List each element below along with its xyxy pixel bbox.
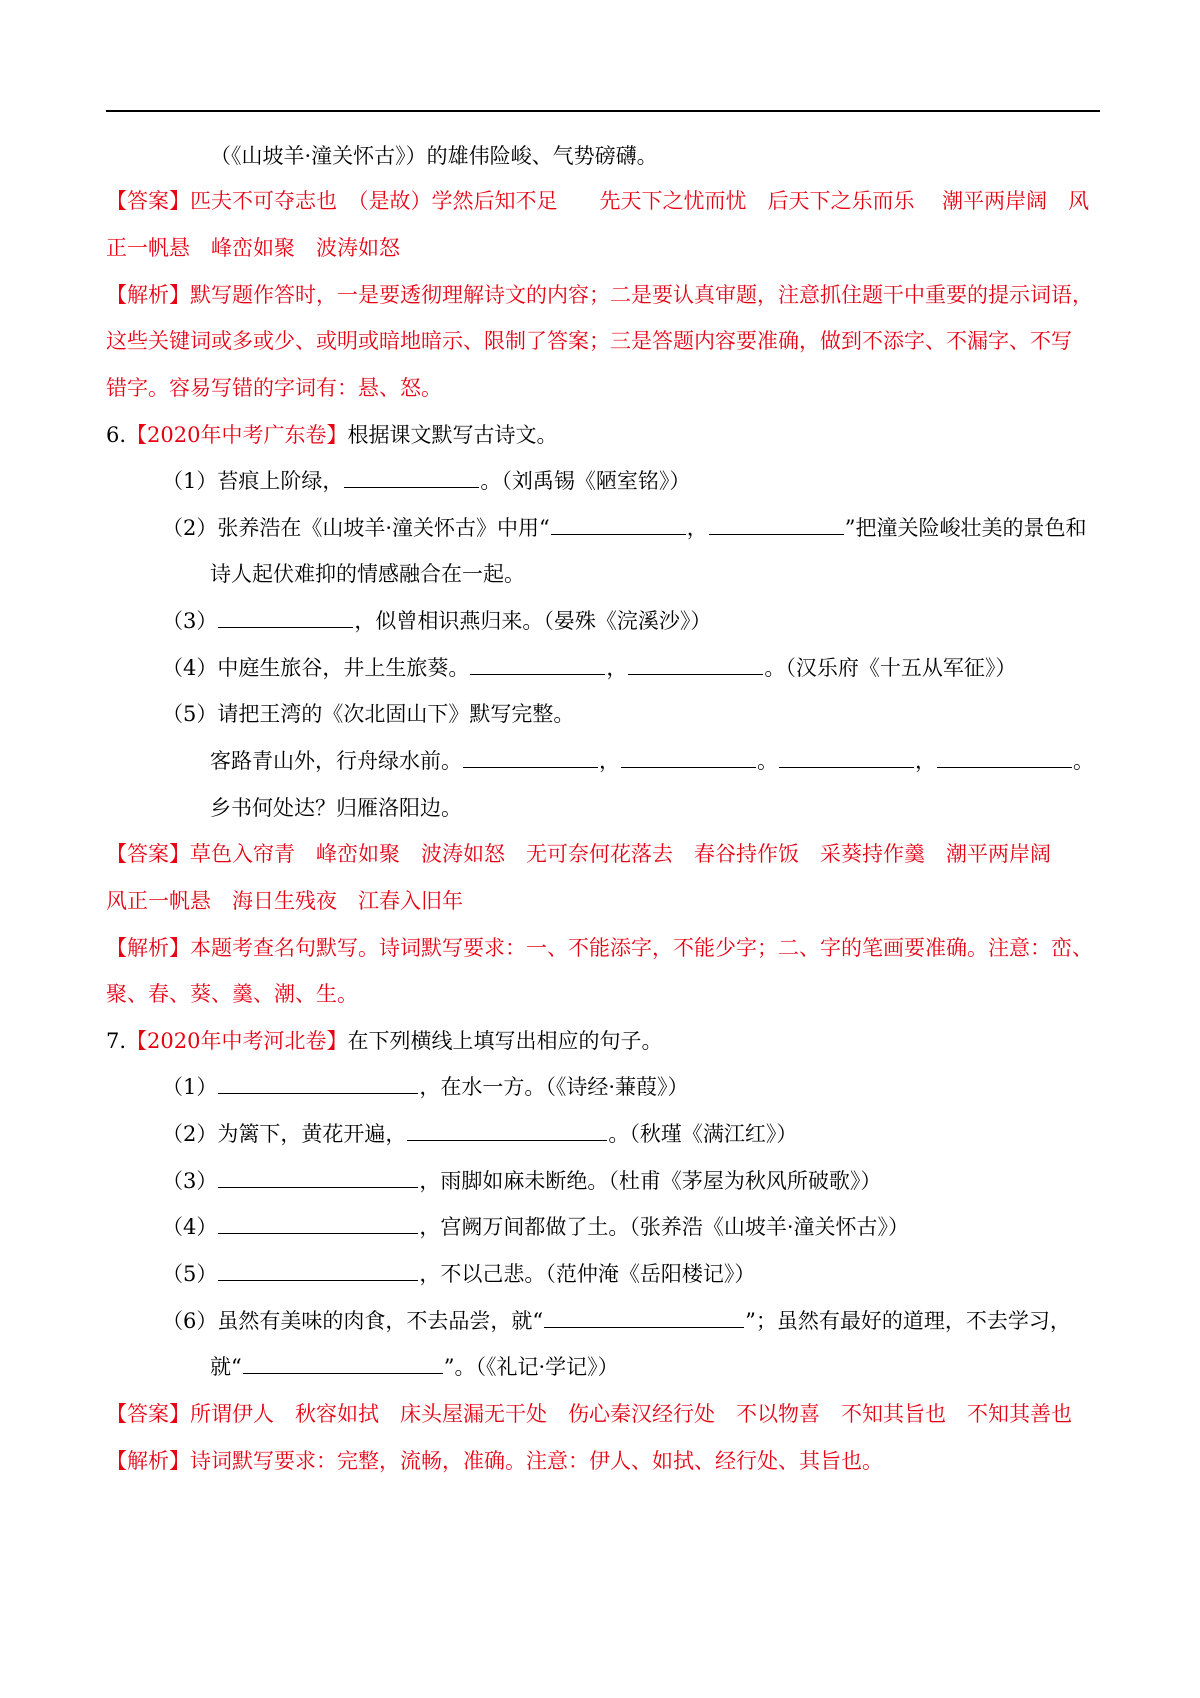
item-text: （2）为篱下，黄花开遍， [162,1122,407,1146]
q6-item-2 [162,513,1087,543]
question-number: 6. [106,423,127,447]
item-text: ”。（《礼记·学记》） [443,1355,619,1379]
q6-item-4 [162,653,1016,683]
q7-item-1 [162,1072,689,1102]
item-text: ， [686,516,708,540]
q7-item-3 [162,1166,881,1196]
blank-line [344,467,479,488]
q7-analysis-line: 【解析】诗词默写要求：完整，流畅，准确。注意：伊人、如拭、经行处、其旨也。 [106,1449,883,1473]
item-text: ，宫阙万间都做了土。（张养浩《山坡羊·潼关怀古》） [419,1215,910,1239]
blank-line [937,747,1072,768]
q6-answer-line: 风正一帆悬 海日生残夜 江春入旧年 [106,889,463,913]
prev-analysis-line: 【解析】默写题作答时，一是要透彻理解诗文的内容；二是要认真审题，注意抓住题干中重要的提示词语， [106,283,1093,307]
item-text: （4） [162,1215,218,1239]
blank-line [544,1307,744,1328]
q7-item-2 [162,1119,797,1149]
item-text: 。（刘禹锡《陋室铭》） [480,469,691,493]
q6-item-5: （5）请把王湾的《次北固山下》默写完整。 [162,702,575,726]
question-source: 【2020年中考河北卷】 [126,1029,348,1053]
q7-answer-line: 【答案】所谓伊人 秋容如拭 床头屋漏无干处 伤心秦汉经行处 不以物喜 不知其旨也 不知其善也 [106,1402,1072,1426]
item-text: ， [599,749,620,773]
item-text: ”把潼关险峻壮美的景色和 [844,516,1087,540]
blank-line [463,747,598,768]
item-text: （1）苔痕上阶绿， [162,469,344,493]
q7-item-5 [162,1259,755,1289]
q6-item-1 [162,466,690,496]
question-source: 【2020年中考广东卷】 [126,423,348,447]
item-text: 。（汉乐府《十五从军征》） [764,656,1017,680]
item-text: ，在水一方。（《诗经·蒹葭》） [419,1075,689,1099]
header-rule [106,110,1100,112]
prev-answer-line: 正一帆悬 峰峦如聚 波涛如怒 [106,236,400,260]
item-text: 。 [757,749,778,773]
question-prompt: 根据课文默写古诗文。 [347,423,558,447]
question-prompt: 在下列横线上填写出相应的句子。 [347,1029,663,1053]
prev-analysis-line: 错字。容易写错的字词有：悬、怒。 [106,376,442,400]
item-text: ，雨脚如麻未断绝。（杜甫《茅屋为秋风所破歌》） [419,1169,882,1193]
item-text: 。（秋瑾《满江红》） [608,1122,798,1146]
item-text: ”；虽然有最好的道理，不去学习， [745,1309,1071,1333]
prev-answer-line: 【答案】匹夫不可夺志也 （是故）学然后知不足 先天下之忧而忧 后天下之乐而乐 潮平两岸阔 风 [106,189,1090,213]
q6-item-5-poem [210,746,1094,776]
item-text: （3） [162,1169,218,1193]
blank-line [628,654,763,675]
item-text: ，不以己悲。（范仲淹《岳阳楼记》） [419,1262,756,1286]
blank-line [621,747,756,768]
item-text: 。 [1073,749,1094,773]
blank-line [779,747,914,768]
item-text: ，似曾相识燕归来。（晏殊《浣溪沙》） [354,609,712,633]
q7-item-6 [162,1306,1071,1336]
blank-line [407,1120,607,1141]
prev-question-tail: （《山坡羊·潼关怀古》）的雄伟险峻、气势磅礴。 [210,144,658,168]
item-text: 就“ [210,1355,242,1379]
blank-line [218,1213,418,1234]
item-text: （5） [162,1262,218,1286]
blank-line [218,1260,418,1281]
item-text: （6）虽然有美味的肉食，不去品尝，就“ [162,1309,544,1333]
question-6-heading [106,420,558,450]
q6-item-3 [162,606,711,636]
item-text: ， [915,749,936,773]
blank-line [470,654,605,675]
q7-item-6-cont [210,1352,619,1382]
item-text: ， [606,656,628,680]
q6-item-5-poem-end: 乡书何处达？归雁洛阳边。 [210,796,462,820]
q6-analysis-line: 聚、春、葵、羹、潮、生。 [106,982,358,1006]
blank-line [218,1073,418,1094]
item-text: （4）中庭生旅谷，井上生旅葵。 [162,656,470,680]
q7-item-4 [162,1212,909,1242]
blank-line [218,1167,418,1188]
prev-analysis-line: 这些关键词或多或少、或明或暗地暗示、限制了答案；三是答题内容要准确，做到不添字、不漏字、不写 [106,329,1072,353]
blank-line [551,514,686,535]
item-text: （1） [162,1075,218,1099]
blank-line [709,514,844,535]
blank-line [243,1353,443,1374]
blank-line [218,607,353,628]
item-text: （2）张养浩在《山坡羊·潼关怀古》中用“ [162,516,550,540]
item-text: 客路青山外，行舟绿水前。 [210,749,462,773]
question-7-heading [106,1026,663,1056]
item-text: （3） [162,609,218,633]
q6-answer-line: 【答案】草色入帘青 峰峦如聚 波涛如怒 无可奈何花落去 春谷持作饭 采葵持作羹 潮平两岸阔 [106,842,1051,866]
q6-analysis-line: 【解析】本题考查名句默写。诗词默写要求：一、不能添字，不能少字；二、字的笔画要准确。注意：峦、 [106,936,1093,960]
question-number: 7. [106,1029,127,1053]
q6-item-2-cont: 诗人起伏难抑的情感融合在一起。 [210,562,525,586]
